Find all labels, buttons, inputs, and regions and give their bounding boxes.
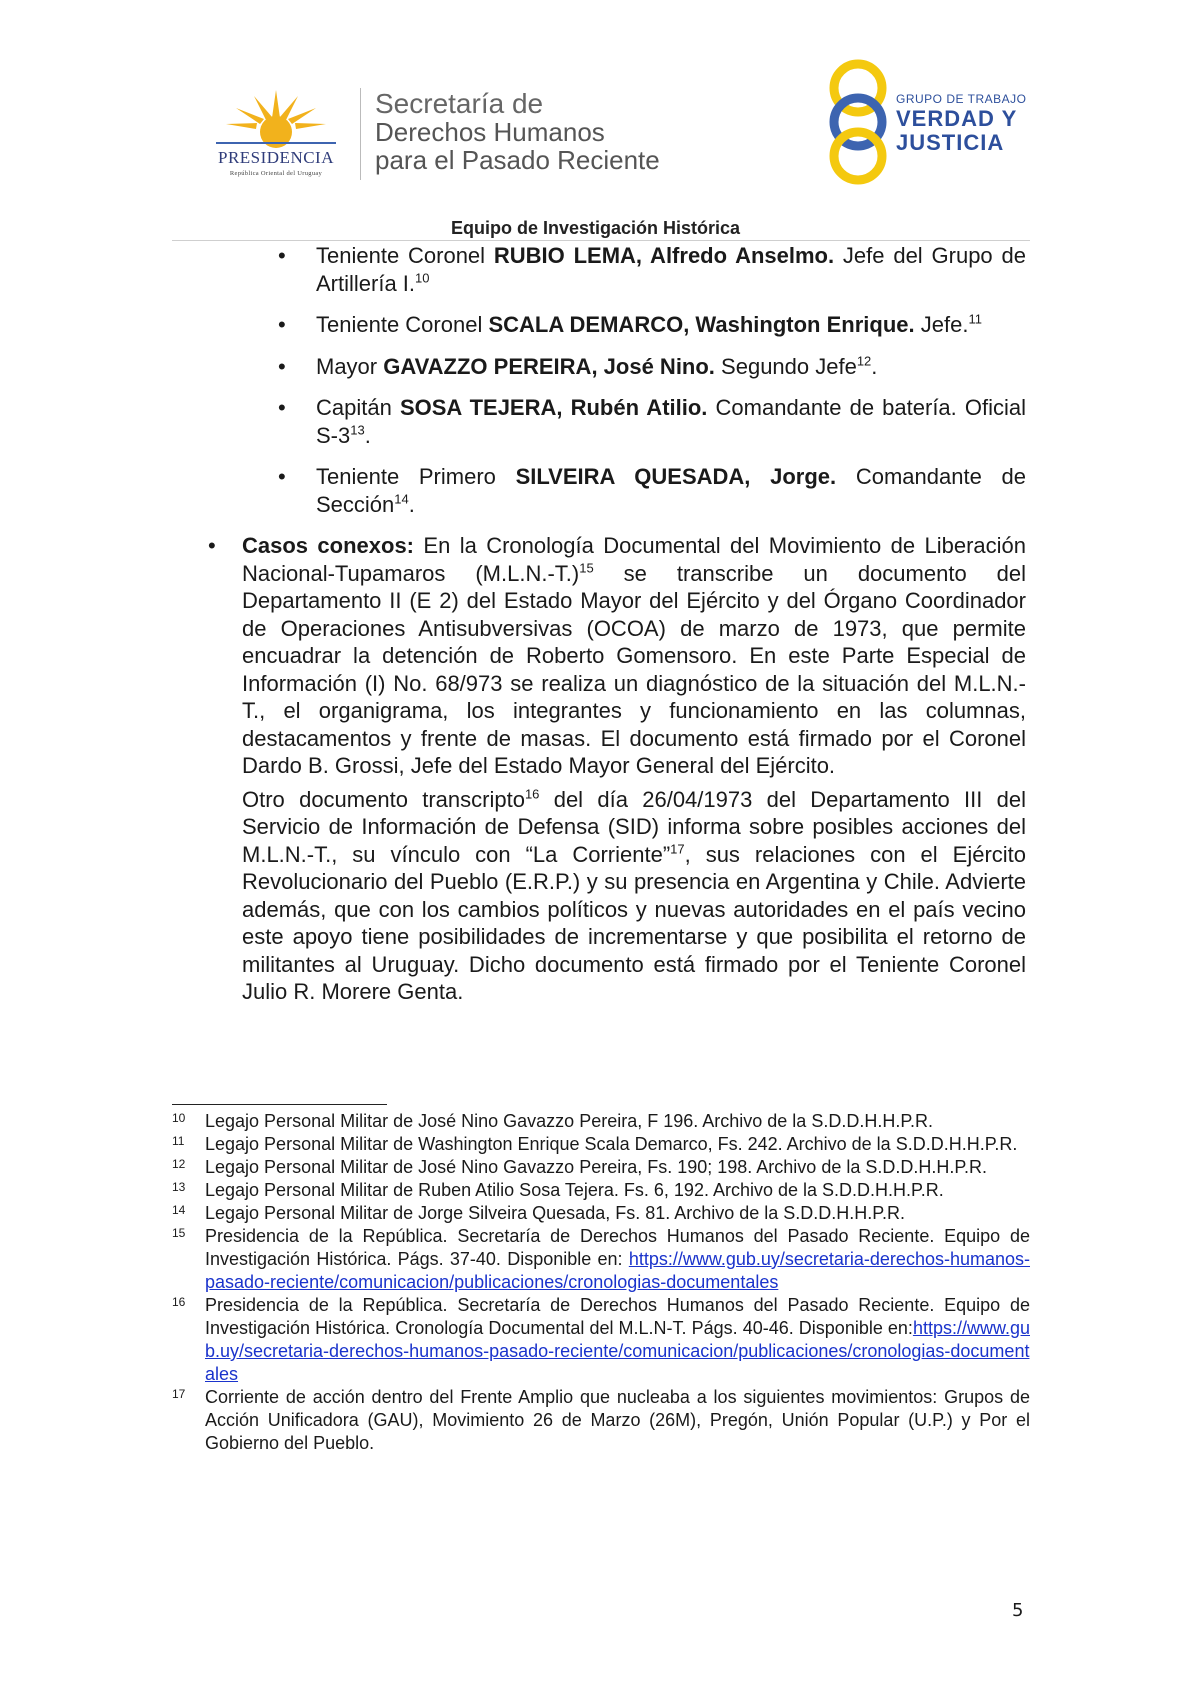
footnote-number: 15 xyxy=(172,1226,186,1240)
officer-name: SOSA TEJERA, Rubén Atilio. xyxy=(399,395,708,420)
footnote xyxy=(172,1156,1030,1179)
bullet-icon: • xyxy=(278,395,286,420)
officer-role: Jefe. xyxy=(920,312,969,337)
footnote-ref[interactable]: 15 xyxy=(579,560,594,576)
officer-rank: Teniente Coronel xyxy=(316,243,486,268)
presidencia-logo xyxy=(196,82,356,182)
footnote xyxy=(172,1133,1030,1156)
footnote-text: Presidencia de la República. Secretaría de Derechos Humanos del Pasado Reciente. Equipo de Investigación Histórica. Págs. 37-40. Disponible en: xyxy=(205,1226,1030,1269)
footnote-ref[interactable]: 17 xyxy=(670,841,685,857)
footnote-ref[interactable]: 13 xyxy=(350,422,365,438)
presidencia-text: PRESIDENCIA xyxy=(217,148,334,167)
casos-p2-b: del día 26/04/1973 del Departamento III del Servicio de Información de Defensa (SID) informa sobre posibles acciones del M.L.N.-T., su vínculo con “La Corriente” xyxy=(242,786,1026,867)
casos-p2-a: Otro documento transcripto xyxy=(242,786,525,812)
footnote-ref[interactable]: 14 xyxy=(394,491,409,507)
officer-rank: Teniente Primero xyxy=(316,464,496,489)
verdad-justicia-logo xyxy=(820,56,1040,186)
presidencia-subtitle: República Oriental del Uruguay xyxy=(229,170,323,177)
secretaria-line-1: Secretaría de xyxy=(375,88,544,119)
casos-conexos-item xyxy=(208,532,1026,1006)
footnote-ref[interactable]: 16 xyxy=(524,786,540,802)
officer-list-item xyxy=(242,463,1026,518)
officer-rank: Capitán xyxy=(316,395,392,420)
footnote-text: Legajo Personal Militar de Washington Enrique Scala Demarco, Fs. 242. Archivo de la S.D.D.H.H.P.R. xyxy=(205,1134,1018,1154)
officer-role: Segundo Jefe xyxy=(721,353,857,379)
footnote xyxy=(172,1202,1030,1225)
officer-list-item xyxy=(242,353,1026,381)
bullet-icon: • xyxy=(278,312,286,337)
footnote-number: 14 xyxy=(172,1203,186,1217)
officer-after: . xyxy=(871,353,878,379)
footnote xyxy=(172,1179,1030,1202)
footnote xyxy=(172,1294,1030,1386)
footnote-text: Presidencia de la República. Secretaría de Derechos Humanos del Pasado Reciente. Equipo de Investigación Histórica. Cronología Documental del M.L.N-T. Págs. 40-46. Disponible en: xyxy=(205,1295,1030,1338)
footnote-link[interactable]: https://www.gub.uy/secretaria-derechos-humanos-pasado-reciente/comunicacion/publicaciones/cronologias-documentales xyxy=(205,1318,1030,1384)
officer-role: Comandante de Sección xyxy=(316,464,1026,517)
footnote-text: Corriente de acción dentro del Frente Amplio que nucleaba a los siguientes movimientos: Grupos de Acción Unificadora (GAU), Movimiento 26 de Marzo (26M), Pregón, Unión Popular (U.P.) y Por el Gobierno del Pueblo. xyxy=(205,1387,1030,1453)
footnote-ref[interactable]: 11 xyxy=(968,311,982,327)
footnote xyxy=(172,1386,1030,1455)
justicia-label: JUSTICIA xyxy=(896,130,1005,155)
footnote-number: 16 xyxy=(172,1295,186,1309)
footnote-ref[interactable]: 12 xyxy=(856,353,872,369)
footnote xyxy=(172,1110,1030,1133)
grupo-trabajo-label: GRUPO DE TRABAJO xyxy=(896,92,1027,106)
bullet-icon: • xyxy=(278,464,286,489)
footnote-text: Legajo Personal Militar de José Nino Gavazzo Pereira, F 196. Archivo de la S.D.D.H.H.P.R. xyxy=(205,1111,934,1131)
secretaria-title xyxy=(375,90,660,174)
footnote-text: Legajo Personal Militar de Ruben Atilio Sosa Tejera. Fs. 6, 192. Archivo de la S.D.D.H.H.P.R. xyxy=(205,1180,944,1200)
secretaria-line-2: Derechos Humanos xyxy=(375,117,605,147)
bullet-icon: • xyxy=(278,353,286,379)
page-header xyxy=(0,0,1191,240)
secretaria-line-3: para el Pasado Reciente xyxy=(375,145,660,175)
footnote-text: Legajo Personal Militar de Jorge Silveira Quesada, Fs. 81. Archivo de la S.D.D.H.H.P.R. xyxy=(205,1203,905,1223)
officer-list-item xyxy=(242,311,1026,339)
officer-name: SILVEIRA QUESADA, Jorge. xyxy=(515,464,837,489)
officer-role: Jefe del Grupo de Artillería I. xyxy=(316,243,1026,296)
footnote-number: 17 xyxy=(172,1387,186,1401)
casos-p1-b: se transcribe un documento del Departamento II (E 2) del Estado Mayor del Ejército y del Órgano Coordinador de Operaciones Antisubversivas (OCOA) de marzo de 1973, que permite encuadrar la detención de Roberto Gomensoro. En este Parte Especial de Información (I) No. 68/973 se realiza un diagnóstico de la situación del M.L.N.-T., el organigrama, los integrantes y funcionamiento en las columnas, destacamentos y frente de masas. El documento está firmado por el Coronel Dardo B. Grossi, Jefe del Estado Mayor General del Ejército. xyxy=(242,560,1026,778)
officer-after: . xyxy=(408,491,415,517)
footnote-link[interactable]: https://www.gub.uy/secretaria-derechos-humanos-pasado-reciente/comunicacion/publicaciones/cronologias-documentales xyxy=(205,1249,1030,1292)
bullet-icon: • xyxy=(278,243,286,268)
casos-paragraph-2 xyxy=(242,786,1026,1006)
officer-name: SCALA DEMARCO, Washington Enrique. xyxy=(488,312,915,337)
officer-list-item xyxy=(242,242,1026,297)
footnote-number: 10 xyxy=(172,1111,186,1125)
rings-icon xyxy=(820,56,896,186)
footnote-number: 12 xyxy=(172,1157,186,1171)
sun-icon xyxy=(196,82,356,148)
main-content xyxy=(208,242,1026,1012)
casos-label: Casos conexos: xyxy=(242,533,415,558)
equipo-title: Equipo de Investigación Histórica xyxy=(450,218,741,238)
officer-rank: Mayor xyxy=(316,353,378,379)
officer-after: . xyxy=(364,422,371,448)
footnote-rule xyxy=(172,1104,387,1105)
footnote-text: Legajo Personal Militar de José Nino Gavazzo Pereira, Fs. 190; 198. Archivo de la S.D.D.H.H.P.R. xyxy=(205,1157,988,1177)
officer-name: GAVAZZO PEREIRA, José Nino. xyxy=(383,353,715,379)
footnote xyxy=(172,1225,1030,1294)
header-rule xyxy=(172,240,1030,241)
footnote-number: 11 xyxy=(172,1134,185,1148)
casos-p1-a: En la Cronología Documental del Movimiento de Liberación Nacional-Tupamaros (M.L.N.-T.) xyxy=(242,533,1026,586)
officer-name: RUBIO LEMA, Alfredo Anselmo. xyxy=(493,243,835,268)
casos-paragraph-1 xyxy=(242,532,1026,780)
page-number: 5 xyxy=(1012,1600,1024,1621)
officer-list-item xyxy=(242,394,1026,449)
officer-list xyxy=(242,242,1026,518)
footnotes xyxy=(172,1110,1030,1455)
header-divider xyxy=(360,88,361,180)
bullet-icon: • xyxy=(208,533,216,558)
officer-role: Comandante de batería. Oficial S-3 xyxy=(316,395,1026,448)
footnote-ref[interactable]: 10 xyxy=(415,270,430,286)
casos-p2-c: , sus relaciones con el Ejército Revolucionario del Pueblo (E.R.P.) y su presencia en Argentina y Chile. Advierte además, que con los cambios políticos y nuevas autoridades en el país vecino este apoyo tiene posibilidades de incrementarse y que posibilita el retorno de militantes al Uruguay. Dicho documento está firmado por el Teniente Coronel Julio R. Morere Genta. xyxy=(242,841,1026,1004)
footnote-number: 13 xyxy=(172,1180,186,1194)
verdad-label: VERDAD Y xyxy=(896,106,1018,131)
officer-rank: Teniente Coronel xyxy=(316,312,483,337)
